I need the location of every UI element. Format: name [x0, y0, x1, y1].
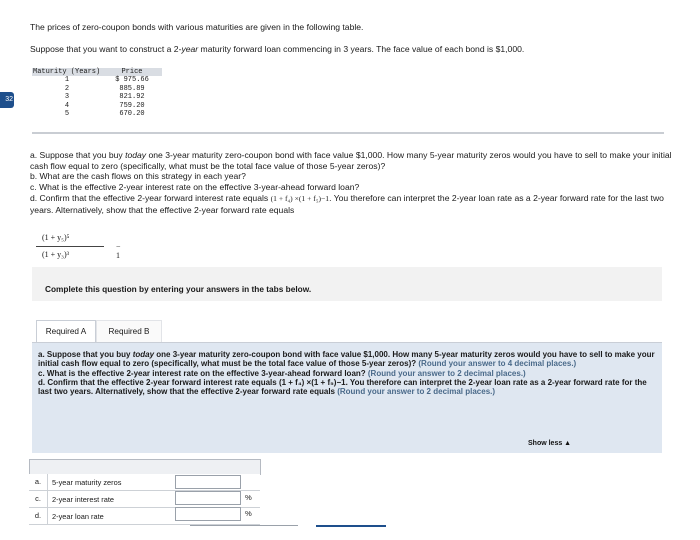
answer-table-header: [29, 459, 261, 475]
loan-rate-input[interactable]: [175, 507, 241, 521]
formula-suffix: − 1: [116, 242, 121, 260]
formula-numerator: (1 + y₅)⁵: [42, 233, 70, 242]
underline-accent: [316, 525, 386, 527]
percent-sign: %: [245, 493, 252, 502]
table-row: [32, 93, 162, 101]
show-less-toggle[interactable]: Show less ▲: [528, 440, 572, 447]
answer-letter: c.: [29, 491, 48, 507]
interest-rate-input[interactable]: [175, 491, 241, 505]
maturity-cell: 1: [64, 76, 70, 85]
maturity-cell: 3: [64, 93, 70, 102]
answer-letter: d.: [29, 508, 48, 524]
tab-required-b[interactable]: Required B: [96, 320, 162, 344]
maturity-cell: 2: [64, 84, 70, 93]
price-cell: 885.89: [119, 84, 145, 93]
complete-instruction: Complete this question by entering your answers in the tabs below.: [45, 284, 312, 294]
answer-letter: a.: [29, 474, 48, 490]
question-a: a. Suppose that you buy today one 3-year maturity zero-coupon bond with face value $1,000. How many 5-year maturity zeros would you have to sell to make your initial cash flow equal to zero (specifically, what must be the total face value of those 5-year zeros)?: [30, 150, 672, 171]
question-text: [30, 150, 675, 215]
tab-panel-text: [38, 350, 658, 396]
price-cell: 670.20: [119, 110, 145, 119]
answer-label: 5-year maturity zeros: [52, 477, 122, 487]
price-cell: 821.92: [119, 93, 145, 102]
panel-question-c: c. What is the effective 2-year interest rate on the effective 3-year-ahead forward loan? (Round your answer to 2 decimal places.): [38, 368, 526, 378]
section-divider: [32, 132, 664, 134]
intro-line-2: Suppose that you want to construct a 2-year maturity forward loan commencing in 3 years. The face value of each bond is $1,000.: [30, 44, 525, 54]
price-header: Price: [121, 68, 143, 76]
table-row: [32, 110, 162, 118]
price-cell: 759.20: [119, 101, 145, 110]
underline: [190, 525, 298, 526]
maturity-cell: 4: [64, 101, 70, 110]
maturity-cell: 5: [64, 110, 70, 119]
zeros-answer-input[interactable]: [175, 475, 241, 489]
question-b: b. What are the cash flows on this strategy in each year?: [30, 171, 246, 182]
question-d: d. Confirm that the effective 2-year forward interest rate equals (1 + f₄) ×(1 + f₅)−1. You therefore can interpret the 2-year loan rate as a 2-year forward rate for the last two years. Alternatively, show that the effective 2-year forward rate equals: [30, 192, 664, 215]
percent-sign: %: [245, 509, 252, 518]
panel-question-a: a. Suppose that you buy today one 3-year maturity zero-coupon bond with face value $1,000. How many 5-year maturity zeros would you have to sell to make your initial cash flow equal to zero (specifically, what must be the total face value of those 5-year zeros)? (Round your answer to 4 decimal places.): [38, 350, 655, 369]
page-number-badge: 32: [0, 92, 14, 108]
table-row: [32, 76, 162, 84]
table-row: [32, 102, 162, 110]
question-c: c. What is the effective 2-year interest rate on the effective 3-year-ahead forward loan?: [30, 182, 360, 193]
tab-required-a[interactable]: Required A: [36, 320, 96, 343]
maturity-price-table: [32, 68, 162, 118]
table-row: [32, 85, 162, 93]
answer-label: 2-year interest rate: [52, 494, 115, 504]
table-header: [32, 68, 162, 76]
panel-question-d: d. Confirm that the effective 2-year forward interest rate equals (1 + f₄) ×(1 + f₅)−1. You therefore can interpret the 2-year loan rate as a 2-year forward rate for the last two years. Alternatively, show that the effective 2-year forward rate equals (Round your answer to 2 decimal places.): [38, 377, 647, 397]
answer-label: 2-year loan rate: [52, 511, 104, 521]
price-cell: $ 975.66: [115, 76, 149, 85]
fraction-bar: [36, 246, 104, 247]
maturity-header: Maturity (Years): [33, 68, 101, 76]
intro-line-1: The prices of zero-coupon bonds with various maturities are given in the following table.: [30, 22, 364, 32]
formula-denominator: (1 + y₃)³: [42, 250, 70, 259]
